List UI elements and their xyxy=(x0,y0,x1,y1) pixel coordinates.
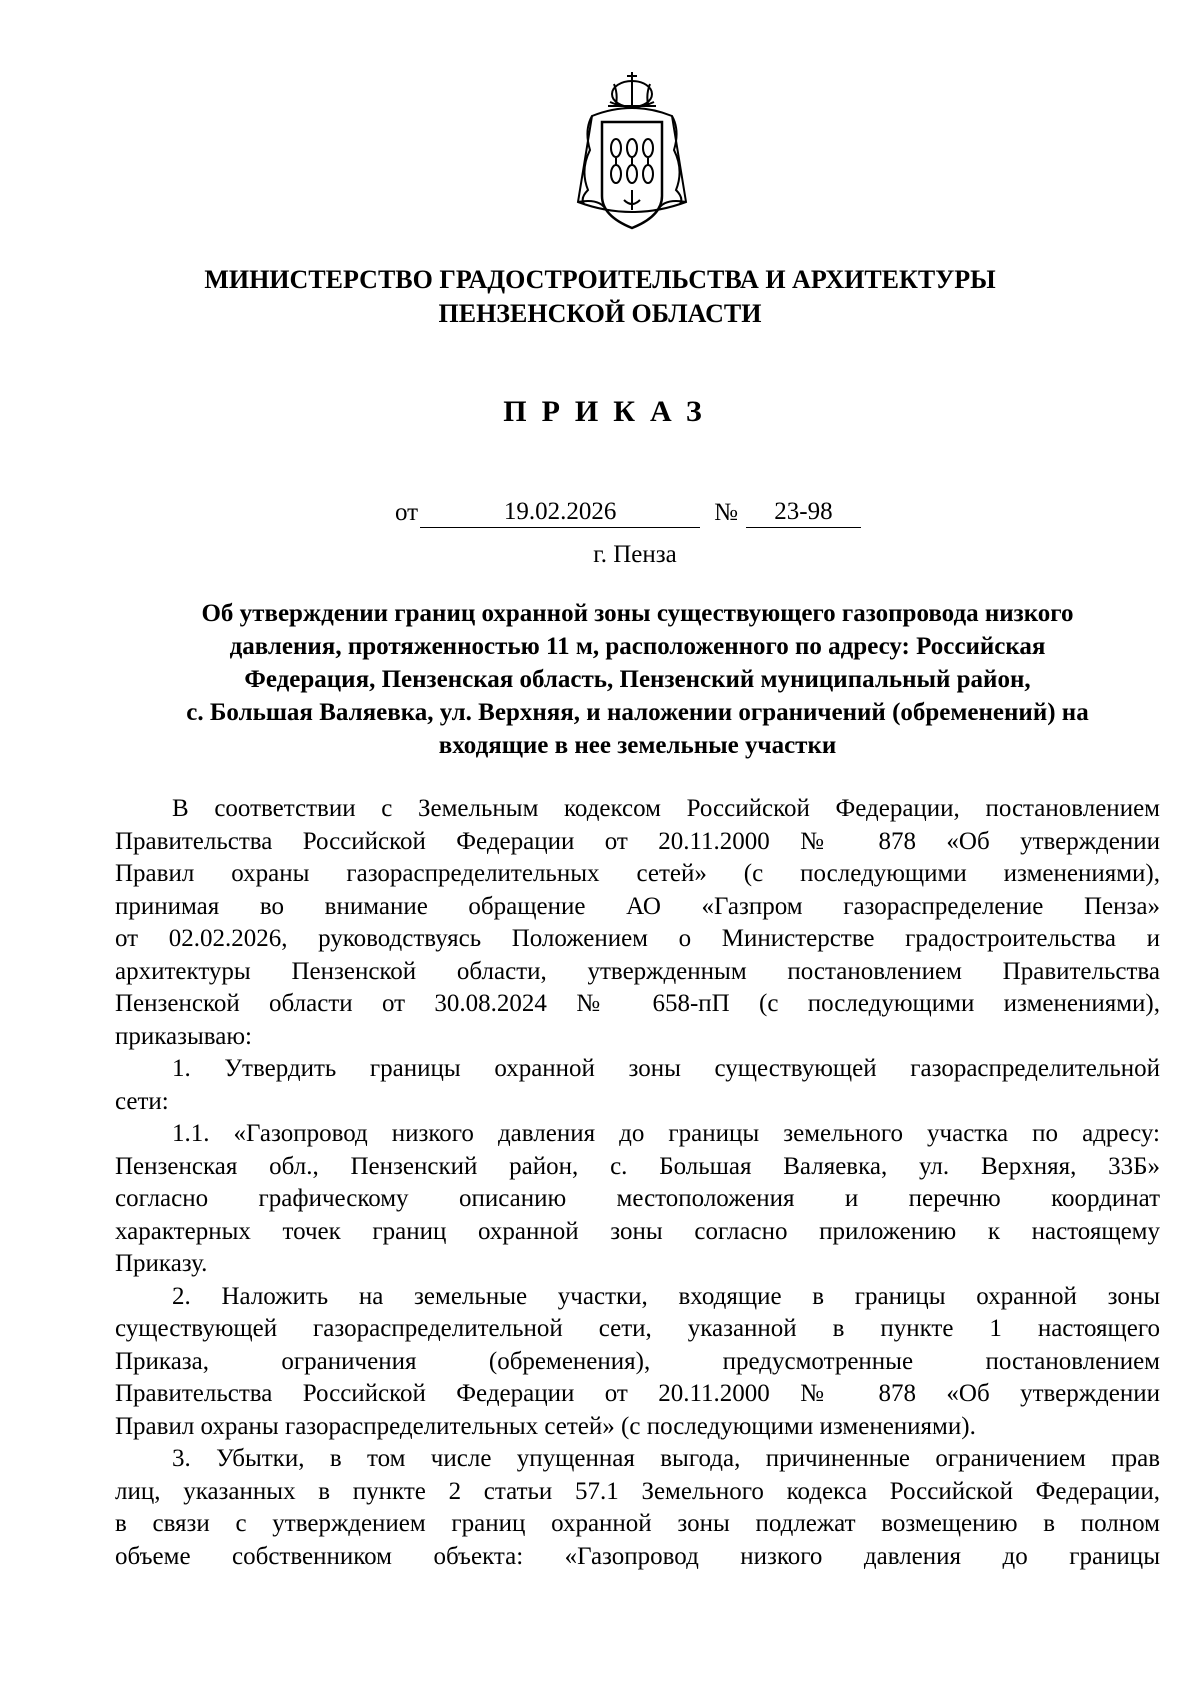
item-2-paragraph xyxy=(115,1281,1160,1444)
text-line: Правительства Российской Федерации от 20.11.2000 № 878 «Об утверждении xyxy=(115,827,1160,855)
text-line: согласно графическому описанию местоположения и перечню координат xyxy=(115,1185,1160,1212)
text-line: Приказа, ограничения (обременения), предусмотренные постановлением xyxy=(115,1347,1160,1375)
subject-line: с. Большая Валяевка, ул. Верхняя, и наложении ограничений (обременений) на xyxy=(186,699,1089,726)
text-line: сети: xyxy=(115,1087,169,1115)
text-line: 3. Убытки, в том числе упущенная выгода, причиненные ограничением прав xyxy=(172,1445,1160,1472)
document-number: 23-98 xyxy=(746,497,861,528)
date-label: от xyxy=(395,499,419,526)
ministry-title-line-1: МИНИСТЕРСТВО ГРАДОСТРОИТЕЛЬСТВА И АРХИТЕКТУРЫ xyxy=(204,265,996,294)
coat-of-arms-icon xyxy=(570,70,694,236)
number-label: № xyxy=(714,499,738,526)
text-line: Правил охраны газораспределительных сетей» (с последующими изменениями). xyxy=(115,1412,976,1440)
text-line: объеме собственником объекта: «Газопровод низкого давления до границы xyxy=(115,1542,1160,1570)
text-line: Пензенской области от 30.08.2024 № 658-пП (с последующими изменениями), xyxy=(115,990,1160,1017)
subject-line: входящие в нее земельные участки xyxy=(438,732,837,759)
preamble-paragraph xyxy=(115,793,1160,1053)
text-line: приказываю: xyxy=(115,1022,252,1050)
text-line: принимая во внимание обращение АО «Газпром газораспределение Пенза» xyxy=(115,892,1160,920)
ministry-title xyxy=(100,263,1100,331)
text-line: Пензенская обл., Пензенский район, с. Большая Валяевка, ул. Верхняя, 33Б» xyxy=(115,1152,1160,1180)
subject-line: давления, протяженностью 11 м, расположенного по адресу: Российская xyxy=(229,633,1046,660)
text-line: Приказу. xyxy=(115,1250,208,1277)
document-body xyxy=(115,793,1160,1573)
text-line: лиц, указанных в пункте 2 статьи 57.1 Земельного кодекса Российской Федерации, xyxy=(115,1477,1160,1505)
subject-line: Об утверждении границ охранной зоны существующего газопровода низкого xyxy=(201,600,1074,627)
text-line: архитектуры Пензенской области, утвержденным постановлением Правительства xyxy=(115,957,1160,985)
text-line: В соответствии с Земельным кодексом Российской Федерации, постановлением xyxy=(172,795,1160,822)
text-line: 1.1. «Газопровод низкого давления до границы земельного участка по адресу: xyxy=(172,1120,1160,1147)
date-number-line xyxy=(395,497,861,528)
document-type: ПРИКАЗ xyxy=(503,395,717,428)
text-line: характерных точек границ охранной зоны согласно приложению к настоящему xyxy=(115,1217,1160,1245)
subject-line: Федерация, Пензенская область, Пензенский муниципальный район, xyxy=(244,666,1031,693)
ministry-title-line-2: ПЕНЗЕНСКОЙ ОБЛАСТИ xyxy=(438,299,762,328)
document-subject xyxy=(115,597,1160,762)
item-3-paragraph xyxy=(115,1443,1160,1573)
document-date: 19.02.2026 xyxy=(420,497,700,528)
text-line: Правил охраны газораспределительных сетей» (с последующими изменениями), xyxy=(115,860,1160,887)
text-line: в связи с утверждением границ охранной зоны подлежат возмещению в полном xyxy=(115,1510,1160,1537)
text-line: 1. Утвердить границы охранной зоны существующей газораспределительной xyxy=(172,1055,1160,1082)
item-1-1-paragraph xyxy=(115,1118,1160,1281)
item-1-paragraph xyxy=(115,1053,1160,1118)
text-line: Правительства Российской Федерации от 20.11.2000 № 878 «Об утверждении xyxy=(115,1380,1160,1407)
text-line: 2. Наложить на земельные участки, входящие в границы охранной зоны xyxy=(172,1282,1160,1310)
city: г. Пенза xyxy=(593,541,677,568)
text-line: существующей газораспределительной сети, указанной в пункте 1 настоящего xyxy=(115,1315,1160,1342)
text-line: от 02.02.2026, руководствуясь Положением о Министерстве градостроительства и xyxy=(115,925,1160,952)
